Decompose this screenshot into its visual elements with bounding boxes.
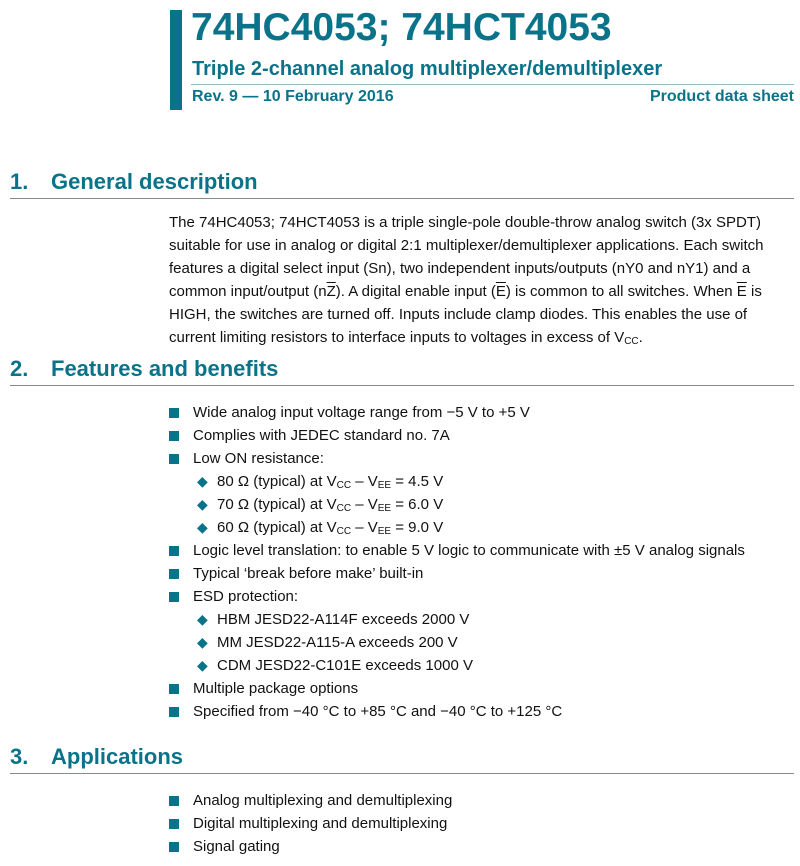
square-bullet-icon bbox=[169, 842, 179, 852]
square-bullet-icon bbox=[169, 796, 179, 806]
text: = 6.0 V bbox=[391, 496, 444, 513]
list-item bbox=[169, 447, 794, 539]
list-item bbox=[169, 562, 794, 585]
text: MM JESD22-A115-A exceeds 200 V bbox=[217, 634, 458, 651]
diamond-bullet-icon: ◆ bbox=[197, 519, 208, 535]
subscript-cc: CC bbox=[336, 480, 352, 491]
desc-part: The 74HC4053; 74HCT4053 is a triple single-pole double-throw analog switch (3x SPDT) suitable for use in analog or digital 2:1 multiplexer/demultiplexer applications. Each switch features a digital select input (Sn), two independent inputs/outputs (nY0 and nY1) and a common input/output (n bbox=[169, 214, 764, 300]
applications-list bbox=[169, 789, 794, 858]
square-bullet-icon bbox=[169, 684, 179, 694]
list-item bbox=[169, 401, 794, 424]
overbar-e: $\overline{E}$ bbox=[736, 283, 747, 300]
text: CDM JESD22-C101E exceeds 1000 V bbox=[217, 657, 473, 674]
list-item bbox=[169, 812, 794, 835]
features-list bbox=[169, 401, 794, 723]
square-bullet-icon bbox=[169, 592, 179, 602]
list-item bbox=[169, 539, 794, 562]
list-item bbox=[169, 424, 794, 447]
overbar-z: $\overline{Z}$ bbox=[326, 283, 336, 300]
square-bullet-icon bbox=[169, 569, 179, 579]
section-heading-general-description bbox=[10, 168, 794, 199]
text: 70 Ω (typical) at V bbox=[217, 496, 337, 513]
list-item-text: Typical ‘break before make’ built-in bbox=[193, 565, 424, 582]
square-bullet-icon bbox=[169, 707, 179, 717]
diamond-bullet-icon: ◆ bbox=[197, 496, 208, 512]
text: 60 Ω (typical) at V bbox=[217, 519, 337, 536]
document-title: 74HC4053; 74HCT4053 bbox=[191, 6, 612, 49]
diamond-bullet-icon: ◆ bbox=[197, 634, 208, 650]
desc-part: ) is common to all switches. When bbox=[505, 283, 737, 300]
subscript-cc: CC bbox=[624, 336, 639, 347]
list-item-text: Wide analog input voltage range from −5 V to +5 V bbox=[193, 404, 530, 421]
sub-list-item bbox=[193, 470, 794, 493]
text: – V bbox=[351, 473, 378, 490]
list-item bbox=[169, 700, 794, 723]
text: HBM JESD22-A114F exceeds 2000 V bbox=[217, 611, 470, 628]
list-item bbox=[169, 835, 794, 858]
subscript-ee: EE bbox=[377, 503, 392, 514]
sub-list-item bbox=[193, 631, 794, 654]
section-number: 1. bbox=[10, 169, 29, 194]
subscript-cc: CC bbox=[336, 526, 352, 537]
section-number: 2. bbox=[10, 356, 29, 381]
text: = 4.5 V bbox=[391, 473, 444, 490]
subscript-ee: EE bbox=[377, 526, 392, 537]
section-heading-features-and-benefits bbox=[10, 355, 794, 386]
general-description-text bbox=[169, 211, 794, 349]
list-item-text: Analog multiplexing and demultiplexing bbox=[193, 792, 453, 809]
section-title: General description bbox=[51, 169, 258, 194]
overbar-e: $\overline{E}$ bbox=[495, 283, 506, 300]
section-title: Applications bbox=[51, 744, 184, 769]
list-item-text: Multiple package options bbox=[193, 680, 359, 697]
text: – V bbox=[351, 519, 378, 536]
resistance-sublist bbox=[193, 470, 794, 539]
list-item-text: ESD protection: bbox=[193, 588, 299, 605]
square-bullet-icon bbox=[169, 819, 179, 829]
list-item-text: Complies with JEDEC standard no. 7A bbox=[193, 427, 450, 444]
list-item bbox=[169, 585, 794, 677]
desc-part: . bbox=[638, 329, 643, 346]
desc-part: ). A digital enable input ( bbox=[335, 283, 496, 300]
text: – V bbox=[351, 496, 378, 513]
section-number: 3. bbox=[10, 744, 29, 769]
section-heading-applications bbox=[10, 743, 794, 774]
list-item-text: Signal gating bbox=[193, 838, 280, 855]
list-item bbox=[169, 789, 794, 812]
sub-list-item bbox=[193, 608, 794, 631]
revision-date: Rev. 9 — 10 February 2016 bbox=[192, 88, 394, 105]
diamond-bullet-icon: ◆ bbox=[197, 473, 208, 489]
sub-list-item bbox=[193, 493, 794, 516]
list-item-text: Low ON resistance: bbox=[193, 450, 324, 467]
list-item bbox=[169, 677, 794, 700]
text: = 9.0 V bbox=[391, 519, 444, 536]
list-item-text: Logic level translation: to enable 5 V logic to communicate with ±5 V analog signals bbox=[193, 542, 745, 559]
subscript-cc: CC bbox=[336, 503, 352, 514]
list-item-text: Specified from −40 °C to +85 °C and −40 °C to +125 °C bbox=[193, 703, 563, 720]
header-accent-bar bbox=[170, 10, 182, 110]
sub-list-item bbox=[193, 516, 794, 539]
diamond-bullet-icon: ◆ bbox=[197, 657, 208, 673]
sub-list-item bbox=[193, 654, 794, 677]
document-type: Product data sheet bbox=[649, 88, 794, 105]
square-bullet-icon bbox=[169, 408, 179, 418]
section-title: Features and benefits bbox=[51, 356, 279, 381]
document-subtitle: Triple 2-channel analog multiplexer/demultiplexer bbox=[192, 58, 663, 80]
text: 80 Ω (typical) at V bbox=[217, 473, 337, 490]
list-item-text: Digital multiplexing and demultiplexing bbox=[193, 815, 448, 832]
header-divider bbox=[191, 84, 794, 85]
square-bullet-icon bbox=[169, 431, 179, 441]
square-bullet-icon bbox=[169, 546, 179, 556]
esd-sublist bbox=[193, 608, 794, 677]
square-bullet-icon bbox=[169, 454, 179, 464]
diamond-bullet-icon: ◆ bbox=[197, 611, 208, 627]
desc-part: is HIGH, the switches are turned off. Inputs include clamp diodes. This enables the use of current limiting resistors to interface inputs to voltages in excess of V bbox=[169, 283, 762, 346]
subscript-ee: EE bbox=[377, 480, 392, 491]
